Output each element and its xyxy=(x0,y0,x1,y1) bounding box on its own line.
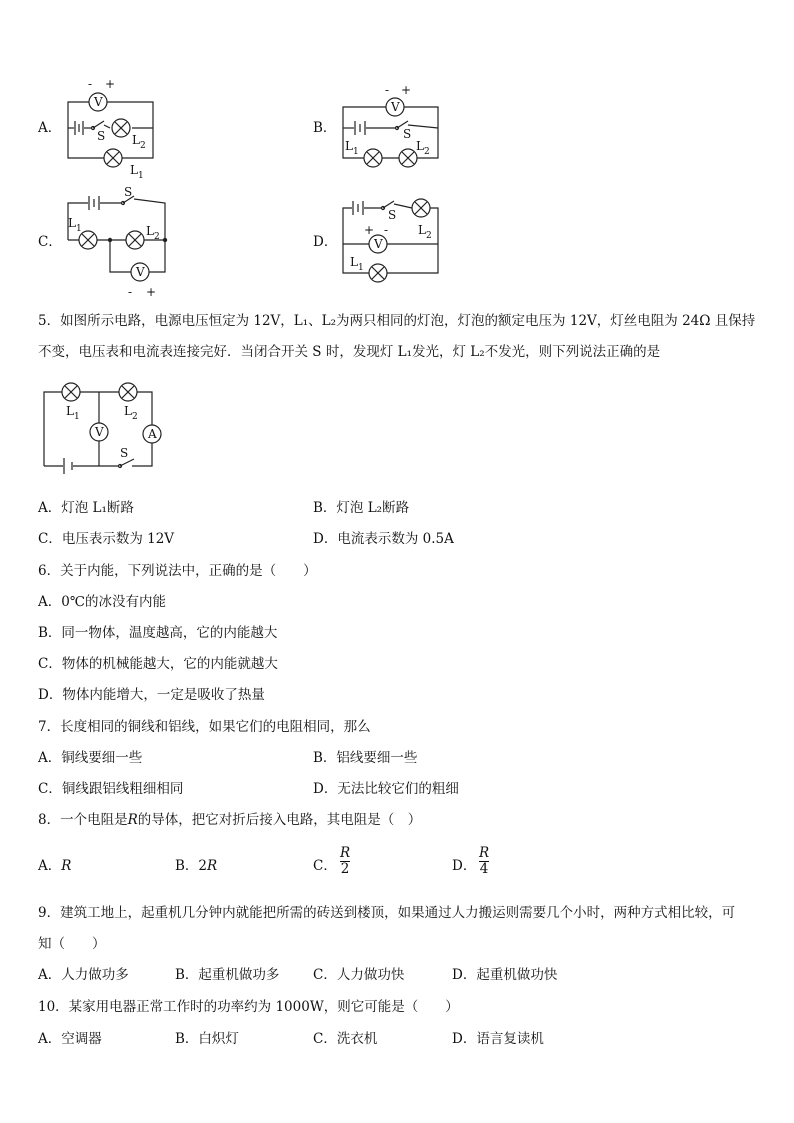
q5-option-a: A．灯泡 L₁断路 xyxy=(38,500,134,516)
q5-option-b: B．灯泡 L₂断路 xyxy=(313,500,410,516)
q9-stem-line2: 知（ ） xyxy=(38,936,106,952)
q5-stem-line1: 5．如图所示电路，电源电压恒定为 12V，L₁、L₂为两只相同的灯泡，灯泡的额定电压为 12V，灯丝电阻为 24Ω 且保持 xyxy=(38,313,756,329)
lamp-l2 xyxy=(119,383,137,401)
switch-label: S xyxy=(97,129,106,143)
q10-option-d: D．语言复读机 xyxy=(452,1031,544,1047)
subscript: 2 xyxy=(426,231,432,241)
q7-option-d: D．无法比较它们的粗细 xyxy=(313,781,459,797)
lamp-label: L xyxy=(124,404,132,418)
voltmeter-label: V xyxy=(94,95,103,109)
option-letter: D． xyxy=(452,858,477,874)
plus-sign: + xyxy=(146,285,157,299)
q9-option-b: B．起重机做功多 xyxy=(175,967,280,983)
minus-sign: - xyxy=(88,77,93,91)
option-letter: B．2 xyxy=(175,858,208,874)
circuit-diagram-q5 xyxy=(0,0,794,480)
switch-label: S xyxy=(120,446,129,460)
lamp-label: L xyxy=(66,404,74,418)
q9-option-a: A．人力做功多 xyxy=(38,967,129,983)
q5-stem-line2: 不变，电压表和电流表连接完好．当闭合开关 S 时，发现灯 L₁发光，灯 L₂不发光，则下列说法正确的是 xyxy=(38,344,661,360)
q9-option-c: C．人力做功快 xyxy=(313,967,405,983)
lamp-label: L xyxy=(146,224,154,238)
lamp-label: L xyxy=(130,163,138,177)
voltmeter-label: V xyxy=(374,237,383,251)
q10-option-a: A．空调器 xyxy=(38,1031,102,1047)
lamp-label: L xyxy=(132,133,140,147)
q8-stem xyxy=(38,811,421,829)
q8-stem-post: 的导体，把它对折后接入电路，其电阻是（ ） xyxy=(137,812,422,828)
option-letter: B． xyxy=(313,120,337,136)
minus-sign: - xyxy=(385,83,390,97)
q10-option-c: C．洗衣机 xyxy=(313,1031,378,1047)
ammeter-label: A xyxy=(148,427,157,441)
battery-symbol xyxy=(64,458,72,474)
plus-sign: + xyxy=(401,83,412,97)
lamp-label: L xyxy=(68,216,76,230)
numerator: R xyxy=(340,845,351,861)
q7-option-a: A．铜线要细一些 xyxy=(38,750,143,766)
lamp-label: L xyxy=(416,139,424,153)
q7-option-c: C．铜线跟铝线粗细相同 xyxy=(38,781,184,797)
subscript: 1 xyxy=(353,147,359,157)
switch-symbol xyxy=(119,459,135,468)
voltmeter-label: V xyxy=(95,425,104,439)
q9-option-d: D．起重机做功快 xyxy=(452,967,558,983)
q8-r: R xyxy=(207,858,218,874)
q9-stem-line1: 9．建筑工地上，起重机几分钟内就能把所需的砖送到楼顶，如果通过人力搬运则需要几个小时，两种方式相比较，可 xyxy=(38,905,736,921)
q6-option-a: A．0℃的冰没有内能 xyxy=(38,594,166,610)
option-letter: C． xyxy=(38,234,62,250)
q6-option-c: C．物体的机械能越大，它的内能就越大 xyxy=(38,656,278,672)
subscript: 2 xyxy=(140,141,146,151)
denominator: 4 xyxy=(479,861,489,877)
q8-option-a xyxy=(38,857,71,875)
q6-stem: 6．关于内能，下列说法中，正确的是（ ） xyxy=(38,563,317,579)
q6-option-d: D．物体内能增大，一定是吸收了热量 xyxy=(38,687,265,703)
lamp-label: L xyxy=(345,139,353,153)
q8-r: R xyxy=(61,858,72,874)
q8-r: R xyxy=(127,812,138,828)
subscript: 2 xyxy=(424,147,430,157)
plus-sign: + xyxy=(364,223,375,237)
option-letter: A． xyxy=(38,858,62,874)
denominator: 2 xyxy=(340,861,350,877)
q7-stem: 7．长度相同的铜线和铝线，如果它们的电阻相同，那么 xyxy=(38,719,371,735)
q10-stem: 10．某家用电器正常工作时的功率约为 1000W，则它可能是（ ） xyxy=(38,999,459,1015)
q8-fraction-r-over-2 xyxy=(340,846,350,877)
switch-label: S xyxy=(124,185,133,199)
q5-option-d: D．电流表示数为 0.5A xyxy=(313,531,454,547)
q8-option-d xyxy=(452,857,476,875)
q8-option-c xyxy=(313,857,337,875)
subscript: 2 xyxy=(132,412,138,422)
lamp-l1 xyxy=(62,383,80,401)
q8-stem-pre: 8．一个电阻是 xyxy=(38,812,128,828)
q8-option-b xyxy=(175,857,217,875)
lamp-label: L xyxy=(418,223,426,237)
voltmeter-label: V xyxy=(391,100,400,114)
lamp-label: L xyxy=(350,255,358,269)
subscript: 1 xyxy=(76,224,82,234)
option-letter: A． xyxy=(38,120,62,136)
q5-option-c: C．电压表示数为 12V xyxy=(38,531,175,547)
minus-sign: - xyxy=(128,285,133,299)
subscript: 1 xyxy=(74,412,80,422)
subscript: 1 xyxy=(138,171,144,181)
q7-option-b: B．铝线要细一些 xyxy=(313,750,418,766)
switch-label: S xyxy=(403,127,412,141)
numerator: R xyxy=(479,845,490,861)
plus-sign: + xyxy=(105,77,116,91)
q8-fraction-r-over-4 xyxy=(479,846,489,877)
minus-sign: - xyxy=(384,223,389,237)
option-letter: C． xyxy=(313,858,337,874)
switch-label: S xyxy=(388,208,397,222)
subscript: 2 xyxy=(154,232,160,242)
q6-option-b: B．同一物体，温度越高，它的内能越大 xyxy=(38,625,278,641)
q10-option-b: B．白炽灯 xyxy=(175,1031,239,1047)
subscript: 1 xyxy=(358,263,364,273)
voltmeter-label: V xyxy=(136,265,145,279)
option-letter: D． xyxy=(313,234,338,250)
